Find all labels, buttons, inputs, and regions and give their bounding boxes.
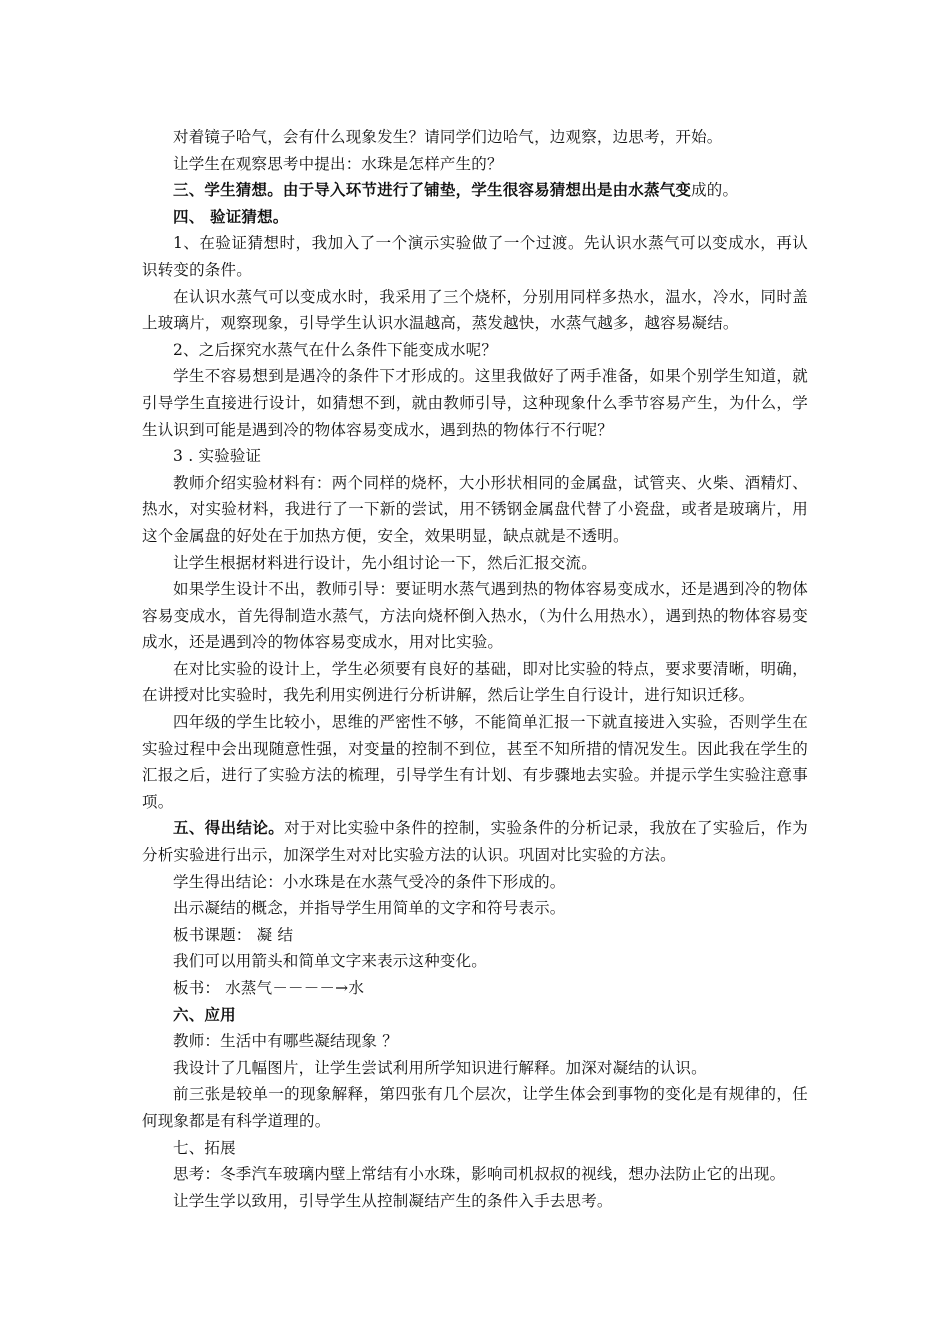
paragraph-10: 教师介绍实验材料有：两个同样的烧杯，大小形状相同的金属盘，试管夹、火柴、酒精灯、热水，对实验材料，我进行了一下新的尝试，用不锈钢金属盘代替了小瓷盘，或者是玻璃片，用这个金属盘的好处在于加热方便，安全，效果明显，缺点就是不透明。 [142, 473, 808, 545]
paragraph-23: 我设计了几幅图片，让学生尝试利用所学知识进行解释。加深对凝结的认识。 [173, 1058, 707, 1077]
paragraph-19: 我们可以用箭头和简单文字来表示这种变化。 [173, 952, 488, 971]
heading-7-extension: 七、拓展 [173, 1138, 236, 1157]
paragraph-9: 3 . 实验验证 [173, 447, 262, 466]
paragraph-13: 在对比实验的设计上，学生必须要有良好的基础，即对比实验的特点，要求要清晰，明确，在讲授对比实验时，我先利用实例进行分析讲解，然后让学生自行设计，进行知识迁移。 [142, 659, 808, 705]
paragraph-1: 对着镜子哈气，会有什么现象发生？请同学们边哈气，边观察，边思考，开始。 [173, 128, 723, 146]
paragraph-16: 学生得出结论：小水珠是在水蒸气受冷的条件下形成的。 [173, 872, 566, 891]
paragraph-26: 思考：冬季汽车玻璃内壁上常结有小水珠，影响司机叔叔的视线，想办法防止它的出现。 [173, 1165, 786, 1184]
paragraph-2: 让学生在观察思考中提出：水珠是怎样产生的？ [173, 154, 503, 173]
paragraph-24: 前三张是较单一的现象解释，第四张有几个层次，让学生体会到事物的变化是有规律的，任何现象都是有科学道理的。 [142, 1085, 808, 1130]
heading-5-conclusion: 五、得出结论。对于对比实验中条件的控制，实验条件的分析记录，我放在了实验后，作为分析实验进行出示，加深学生对对比实验方法的认识。巩固对比实验的方法。 [142, 818, 808, 865]
paragraph-18: 板书课题： 凝 结 [173, 925, 294, 944]
heading-6-application: 六、应用 [173, 1004, 236, 1024]
paragraph-11: 让学生根据材料进行设计，先小组讨论一下，然后汇报交流。 [173, 553, 597, 572]
paragraph-14: 四年级的学生比较小，思维的严密性不够，不能简单汇报一下就直接进入实验，否则学生在实验过程中会出现随意性强，对变量的控制不到位，甚至不知所措的情况发生。因此我在学生的汇报之后，进行了实验方法的梳理，引导学生有计划、有步骤地去实验。并提示学生实验注意事项。 [142, 713, 808, 811]
document-body [142, 124, 808, 1214]
paragraph-8: 学生不容易想到是遇冷的条件下才形成的。这里我做好了两手准备，如果个别学生知道，就引导学生直接进行设计，如猜想不到，就由教师引导，这种现象什么季节容易产生，为什么，学生认识到可能是遇到冷的物体容易变成水，遇到热的物体行不行呢？ [142, 367, 808, 439]
paragraph-17: 出示凝结的概念，并指导学生用简单的文字和符号表示。 [173, 899, 566, 918]
paragraph-7: 2、之后探究水蒸气在什么条件下能变成水呢？ [173, 340, 498, 359]
paragraph-6: 在认识水蒸气可以变成水时，我采用了三个烧杯，分别用同样多热水，温水，冷水，同时盖上玻璃片，观察现象，引导学生认识水温越高，蒸发越快，水蒸气越多，越容易凝结。 [142, 287, 808, 333]
paragraph-20: 板书： 水蒸气－－－－→水 [173, 979, 365, 997]
paragraph-22: 教师：生活中有哪些凝结现象 ？ [173, 1032, 398, 1051]
paragraph-12: 如果学生设计不出，教师引导：要证明水蒸气遇到热的物体容易变成水，还是遇到冷的物体容易变成水，首先得制造水蒸气，方法向烧杯倒入热水，（为什么用热水），遇到热的物体容易变成水，还是遇到冷的物体容易变成水，用对比实验。 [142, 580, 808, 652]
paragraph-27: 让学生学以致用，引导学生从控制凝结产生的条件入手去思考。 [173, 1191, 613, 1210]
paragraph-5: 1、在验证猜想时，我加入了一个演示实验做了一个过渡。先认识水蒸气可以变成水，再认识转变的条件。 [142, 234, 808, 279]
heading-4-verify: 四、 验证猜想。 [173, 206, 289, 226]
heading-3-guess: 三、学生猜想。由于导入环节进行了铺垫，学生很容易猜想出是由水蒸气变成的。 [173, 180, 739, 200]
